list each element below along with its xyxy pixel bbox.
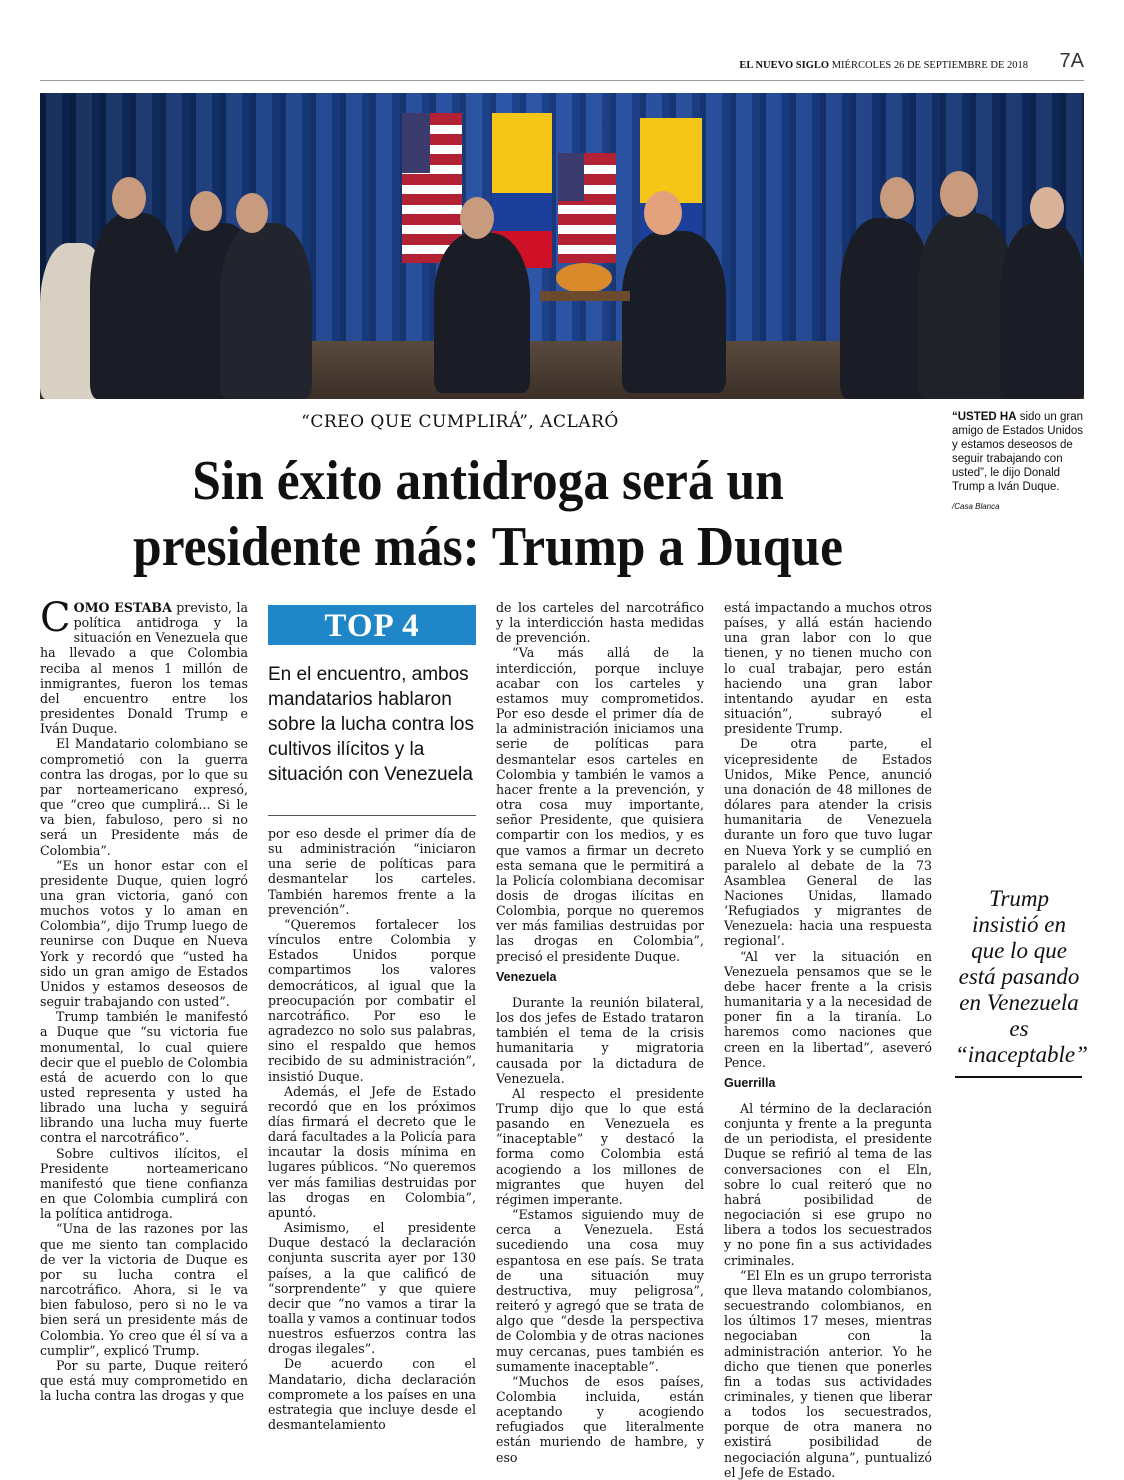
person-left-4 [220,223,312,399]
pull-quote-rule [955,1076,1082,1078]
article-paragraph: “Al ver la situación en Venezuela pensamos que se le debe hacer frente a la crisis humanitaria y a la necesidad de poner fin a la tiranía. Lo haremos como naciones que creen en la libertad”, aseveró Pence. [724,948,932,1070]
person-bolton-head [1030,187,1064,229]
page-header [40,50,1084,81]
side-table [540,291,630,301]
article-paragraph: “El Eln es un grupo terrorista que lleva matando colombianos, secuestrando colombianos, en los últimos 17 meses, mientras negociaban con la administración anterior. Yo he dicho que tienen que ponerles fin a todas sus actividades criminales, y tienen que liberar a todos los secuestrados, porque de otra manera no existirá posibilidad de negociación alguna”, puntualizó el Jefe de Estado. [724,1267,932,1480]
us-flag-left [402,93,462,263]
article-paragraph: “Queremos fortalecer los vínculos entre Colombia y Estados Unidos porque compartimos los valores democráticos, al igual que la preocupación por combatir el narcotráfico. Por eso le agradezco no solo sus palabras, sino el respaldo que hemos recibido de su administración”, insistió Duque. [268,916,476,1084]
article-paragraph: Asimismo, el presidente Duque destacó la declaración conjunta suscrita ayer por 130 países, a la que calificó de “sorprendente” y que quiere decir que “no vamos a tirar la toalla y vamos a continuar todos nuestros esfuerzos contra las drogas ilegales”. [268,1220,476,1357]
article-paragraph: Sobre cultivos ilícitos, el Presidente norteamericano manifestó que tiene confianza en que Colombia cumplirá con la política antidroga. [40,1145,248,1222]
article-paragraph: “Va más allá de la interdicción, porque incluye acabar con los carteles y estamos muy comprometidos. Por eso desde el primer día de la administración iniciamos una serie de políticas para desmantelar esos carteles en Colombia y también le vamos a hacer frente a la prevención, y otra cosa muy importante, señor Presidente, que quisiera compartir con los medios, y es que vamos a firmar un decreto esta semana que le permitirá a la Policía colombiana decomisar dosis de drogas ilícitas en Colombia, porque no queremos ver más familias destruidas por las drogas en Colombia”, precisó el presidente Duque. [496,645,704,964]
article-paragraph: de los carteles del narcotráfico y la interdicción hasta medidas de prevención. [496,600,704,646]
article-column-3 [496,600,704,1465]
meeting-photo [40,93,1084,399]
article-paragraph: Al término de la declaración conjunta y frente a la pregunta de un periodista, el presidente Duque se refirió al tema de las conversaciones con el Eln, sobre lo cual reiteró que no habrá posibilidad de negociación si ese grupo no libera a todos los secuestrados y no pone fin a sus actividades criminales. [724,1101,932,1268]
article-paragraph: “Una de las razones por las que me siento tan complacido de ver la victoria de Duque es por su lucha contra el narcotráfico. Ahora, si le va bien fabuloso, pero si no le va bien será un presidente más de Colombia. Yo creo que él sí va a cumplir”, explicó Trump. [40,1221,248,1358]
headline-line-1: Sin éxito antidroga será un [192,450,784,512]
article-paragraph: COMO ESTABA previsto, la política antidroga y la situación en Venezuela que ha llevado a que Colombia reciba al menos 1 millón de inmigrantes, fueron los temas del encuentro entre los presidentes Donald Trump e Iván Duque. [40,595,248,737]
headline-line-2: presidente más: Trump a Duque [133,516,843,578]
article-paragraph: está impactando a muchos otros países, y allá están haciendo una gran labor con lo que tienen, y no tienen mucho con lo cual trabajar, pero están haciendo una gran labor intentando ayudar en esta situación”, subrayó el presidente Trump. [724,600,932,737]
page-number: 7A [1059,50,1084,72]
photo-caption [952,410,1084,494]
caption-lead: “USTED HA [952,411,1017,423]
top4-label: TOP 4 [268,605,476,645]
person-bolton [1000,223,1084,399]
lead-in: OMO ESTABA [73,600,172,615]
issue-date: MIÉRCOLES 26 DE SEPTIEMBRE DE 2018 [831,60,1028,71]
photo-credit: /Casa Blanca [952,502,1000,511]
person-left-2-head [112,177,146,219]
person-pompeo-head [940,171,978,217]
person-pence-head [880,177,914,219]
person-duque-head [460,197,494,239]
article-paragraph: “Estamos siguiendo muy de cerca a Venezuela. Está sucediendo una cosa muy espantosa en ese país. Se trata de una situación muy destructiva, muy peligrosa”, reiteró y agregó que se trata de algo que “desde la perspectiva de Colombia y de otras naciones muy cercanas, pues también es sumamente inaceptable”. [496,1207,704,1374]
subhead-venezuela: Venezuela [496,969,557,984]
subhead-guerrilla: Guerrilla [724,1075,776,1090]
top4-divider [268,815,476,816]
person-left-3-head [190,191,222,231]
person-trump-head [644,191,682,235]
person-trump [622,231,726,393]
pull-quote: Trump insistió en que lo que está pasando en Venezuela es “inaceptable” [955,886,1088,1067]
article-paragraph: “Es un honor estar con el presidente Duque, quien logró una gran victoria, ganó con muchos votos y lo aman en Colombia”, dijo Trump luego de reunirse con Duque en Nueva York y recordó que “usted ha sido un gran amigo de Estados Unidos y estamos deseosos de seguir trabajando con usted”. [40,857,248,1010]
person-left-2 [90,213,180,399]
article-paragraph: Trump también le manifestó a Duque que “su victoria fue monumental, lo cual quiere decir que el pueblo de Colombia está de acuerdo con lo que usted representa y usted ha librado una lucha y seguirá librando una lucha muy fuerte contra el narcotráfico”. [40,1009,248,1146]
caption-text: sido un gran amigo de Estados Unidos y estamos deseosos de seguir trabajando con usted”, le dijo Donald Trump a Iván Duque. [952,411,1084,493]
article-paragraph: “Muchos de esos países, Colombia incluida, están aceptando y acogiendo refugiados que literalmente están muriendo de hambre, y eso [496,1373,704,1465]
article-paragraph: El Mandatario colombiano se comprometió con la guerra contra las drogas, por lo que su par norteamericano expresó, que “creo que cumplirá... Si le va bien, fabuloso, pero si no será un Presidente más de Colombia”. [40,736,248,858]
masthead-date [739,60,1028,71]
drop-cap: C [40,595,71,641]
article-paragraph: De otra parte, el vicepresidente de Estados Unidos, Mike Pence, anunció una donación de 48 millones de dólares para atender la crisis humanitaria de Venezuela durante un foro que tuvo lugar en Nueva York y se cumplió en paralelo al debate de la 73 Asamblea General de las Naciones Unidas, llamado ‘Refugiados y migrantes de Venezuela: hacia una respuesta regional’. [724,736,932,949]
article-kicker: “CREO QUE CUMPLIRÁ”, ACLARÓ [301,412,619,432]
flower-arrangement [556,263,612,293]
article-paragraph: De acuerdo con el Mandatario, dicha declaración compromete a los países en una estrategia que incluye desde el desmantelamiento [268,1356,476,1433]
article-headline [120,448,856,580]
paper-name: EL NUEVO SIGLO [739,60,830,71]
article-paragraph: Por su parte, Duque reiteró que está muy comprometido en la lucha contra las drogas y que [40,1357,248,1404]
person-left-4-head [236,193,268,233]
person-duque [434,233,530,393]
article-paragraph: Al respecto el presidente Trump dijo que lo que está pasando en Venezuela es “inaceptable” y destacó la forma como Colombia está acogiendo a los millones de migrantes que huyen del régimen imperante. [496,1085,704,1207]
top4-summary: En el encuentro, ambos mandatarios hablaron sobre la lucha contra los cultivos ilícitos y la situación con Venezuela [268,664,474,785]
us-flag-right [558,93,616,263]
article-paragraph: Durante la reunión bilateral, los dos jefes de Estado trataron también el tema de la crisis humanitaria y migratoria causada por la dictadura de Venezuela. [496,994,704,1086]
article-column-1 [40,595,248,1404]
article-column-4 [724,600,932,1480]
article-paragraph: por eso desde el primer día de su administración “iniciaron una serie de políticas para desmantelar los carteles. También haremos frente a la prevención”. [268,826,476,917]
article-column-2 [268,826,476,1432]
article-paragraph: Además, el Jefe de Estado recordó que en los próximos días firmará el decreto que le dará facultades a la Policía para incautar la dosis mínima en lugares públicos. “No queremos ver más familias destruidas por las drogas en Colombia”, apuntó. [268,1083,476,1220]
